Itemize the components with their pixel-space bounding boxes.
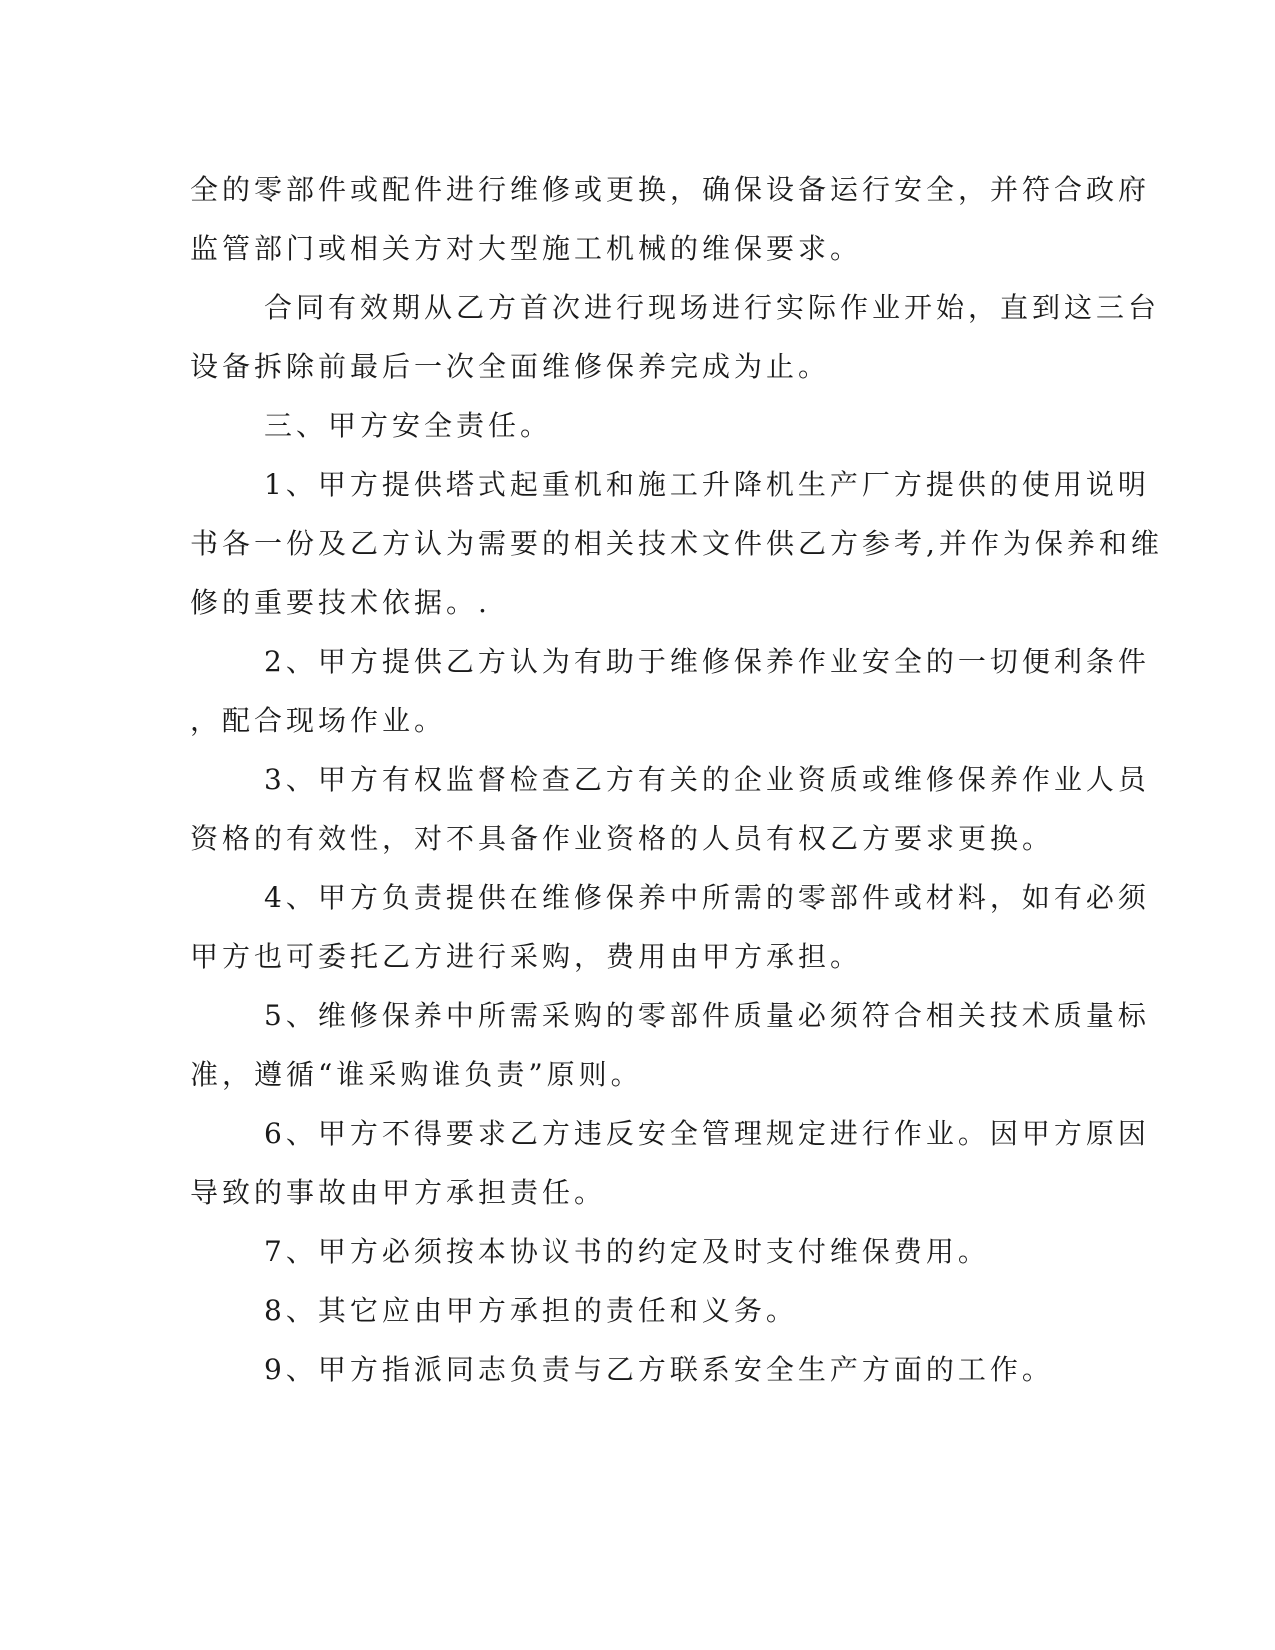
document-body	[190, 160, 1163, 1399]
text-line: 全的零部件或配件进行维修或更换，确保设备运行安全，并符合政府	[190, 173, 1151, 206]
text-line: 1、甲方提供塔式起重机和施工升降机生产厂方提供的使用说明	[264, 468, 1150, 501]
text-line: 监管部门或相关方对大型施工机械的维保要求。	[190, 232, 863, 265]
text-line: 导致的事故由甲方承担责任。	[190, 1176, 607, 1209]
text-line: 合同有效期从乙方首次进行现场进行实际作业开始，直到这三台	[264, 291, 1161, 324]
text-line: 2、甲方提供乙方认为有助于维修保养作业安全的一切便利条件	[264, 645, 1150, 678]
text-line: 修的重要技术依据。.	[190, 586, 491, 619]
text-line: 5、维修保养中所需采购的零部件质量必须符合相关技术质量标	[264, 999, 1150, 1032]
text-line: ，配合现场作业。	[190, 704, 447, 737]
text-line: 6、甲方不得要求乙方违反安全管理规定进行作业。因甲方原因	[264, 1117, 1150, 1150]
text-line: 甲方也可委托乙方进行采购，费用由甲方承担。	[190, 940, 863, 973]
text-line: 7、甲方必须按本协议书的约定及时支付维保费用。	[264, 1235, 990, 1268]
text-line: 资格的有效性，对不具备作业资格的人员有权乙方要求更换。	[190, 822, 1055, 855]
text-line: 设备拆除前最后一次全面维修保养完成为止。	[190, 350, 831, 383]
section-heading: 三、甲方安全责任。	[264, 409, 553, 442]
text-line: 9、甲方指派同志负责与乙方联系安全生产方面的工作。	[264, 1353, 1054, 1386]
text-line: 3、甲方有权监督检查乙方有关的企业资质或维修保养作业人员	[264, 763, 1150, 796]
text-line: 8、其它应由甲方承担的责任和义务。	[264, 1294, 798, 1327]
text-line: 4、甲方负责提供在维修保养中所需的零部件或材料，如有必须	[264, 881, 1150, 914]
text-line: 书各一份及乙方认为需要的相关技术文件供乙方参考,并作为保养和维	[190, 527, 1163, 560]
text-line: 准，遵循“谁采购谁负责”原则。	[190, 1058, 643, 1091]
